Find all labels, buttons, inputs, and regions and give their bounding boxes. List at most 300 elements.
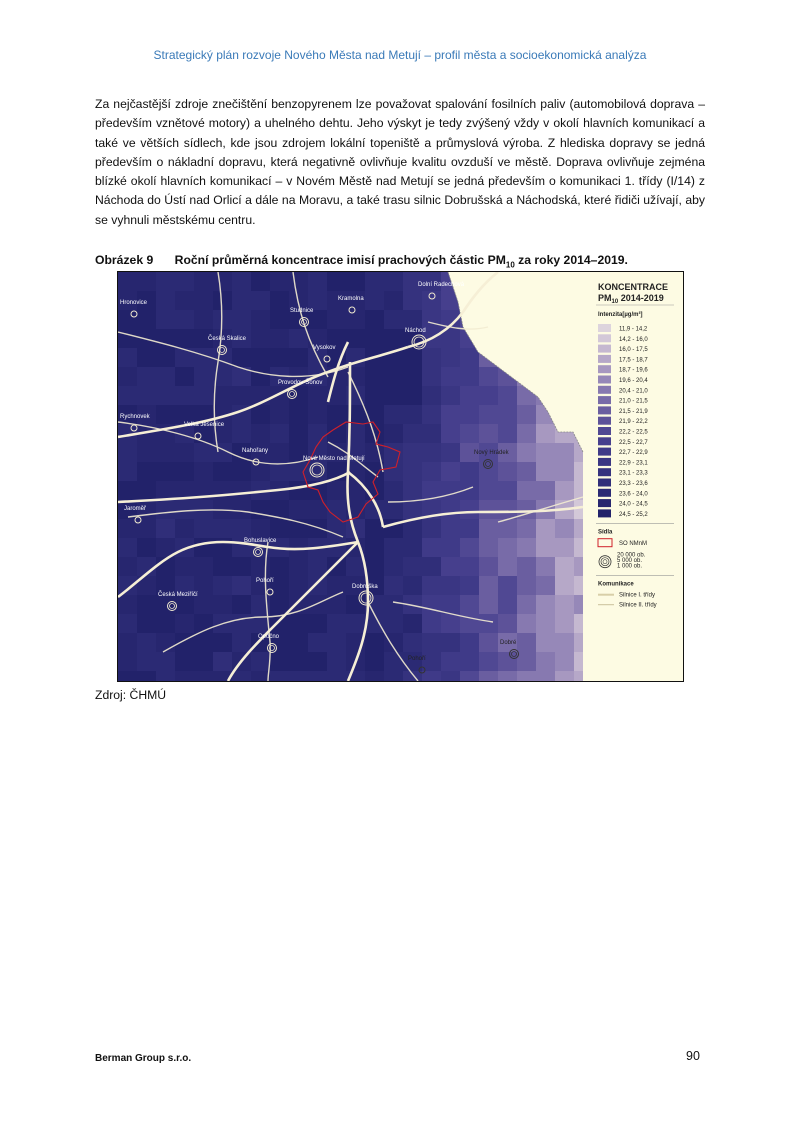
grid-cell (194, 291, 213, 310)
grid-cell (118, 329, 137, 348)
grid-cell (403, 481, 422, 500)
grid-cell (118, 367, 137, 386)
grid-cell (156, 633, 175, 652)
figure-label: Obrázek 9 (95, 253, 154, 267)
grid-cell (232, 386, 251, 405)
grid-cell (213, 595, 232, 614)
grid-cell (232, 481, 251, 500)
grid-cell (251, 310, 270, 329)
grid-cell (270, 595, 289, 614)
grid-cell (517, 424, 536, 443)
grid-cell (498, 652, 517, 671)
grid-cell (422, 557, 441, 576)
grid-cell (118, 272, 137, 291)
grid-cell (346, 310, 365, 329)
grid-cell (194, 367, 213, 386)
grid-cell (479, 595, 498, 614)
grid-cell (289, 557, 308, 576)
grid-cell (232, 500, 251, 519)
grid-cell (460, 519, 479, 538)
legend-swatch (598, 324, 611, 332)
grid-cell (270, 291, 289, 310)
grid-cell (118, 386, 137, 405)
figure-source: Zdroj: ČHMÚ (95, 688, 167, 702)
grid-cell (479, 633, 498, 652)
legend-swatch (598, 479, 611, 487)
grid-cell (175, 519, 194, 538)
grid-cell (213, 576, 232, 595)
town-label: Dobré (500, 640, 517, 646)
grid-cell (441, 671, 460, 681)
grid-cell (555, 595, 574, 614)
grid-cell (156, 348, 175, 367)
grid-cell (441, 481, 460, 500)
grid-cell (289, 500, 308, 519)
grid-cell (498, 462, 517, 481)
grid-cell (270, 348, 289, 367)
grid-cell (156, 272, 175, 291)
grid-cell (213, 291, 232, 310)
grid-cell (365, 633, 384, 652)
grid-cell (441, 386, 460, 405)
grid-cell (118, 557, 137, 576)
grid-cell (175, 386, 194, 405)
grid-cell (479, 500, 498, 519)
grid-cell (270, 310, 289, 329)
grid-cell (232, 576, 251, 595)
grid-cell (308, 519, 327, 538)
grid-cell (156, 519, 175, 538)
grid-cell (460, 367, 479, 386)
grid-cell (479, 538, 498, 557)
grid-cell (327, 481, 346, 500)
town-label: Studnice (290, 308, 314, 314)
grid-cell (555, 671, 574, 681)
grid-cell (441, 614, 460, 633)
grid-cell (384, 557, 403, 576)
grid-cell (479, 386, 498, 405)
grid-cell (536, 519, 555, 538)
caption-subscript: 10 (505, 260, 515, 270)
grid-cell (365, 272, 384, 291)
grid-cell (365, 671, 384, 681)
grid-cell (213, 310, 232, 329)
grid-cell (517, 557, 536, 576)
grid-cell (346, 329, 365, 348)
grid-cell (403, 405, 422, 424)
grid-cell (156, 462, 175, 481)
town-label: Pohoří (256, 578, 274, 584)
grid-cell (232, 462, 251, 481)
grid-cell (460, 652, 479, 671)
grid-cell (308, 405, 327, 424)
grid-cell (327, 671, 346, 681)
town-label: Jaroměř (124, 506, 147, 512)
legend-swatch (598, 427, 611, 435)
grid-cell (270, 671, 289, 681)
grid-cell (156, 405, 175, 424)
grid-cell (517, 538, 536, 557)
grid-cell (137, 367, 156, 386)
grid-cell (213, 386, 232, 405)
grid-cell (422, 538, 441, 557)
grid-cell (441, 367, 460, 386)
grid-cell (422, 405, 441, 424)
grid-cell (365, 291, 384, 310)
grid-cell (137, 348, 156, 367)
legend-roads-label: Komunikace (598, 581, 634, 588)
grid-cell (536, 671, 555, 681)
grid-cell (422, 348, 441, 367)
grid-cell (479, 576, 498, 595)
town-label: Nový Hrádek (474, 450, 509, 456)
grid-cell (384, 614, 403, 633)
grid-cell (327, 557, 346, 576)
town-label: Náchod (405, 328, 426, 334)
grid-cell (232, 519, 251, 538)
grid-cell (498, 500, 517, 519)
grid-cell (479, 614, 498, 633)
grid-cell (194, 633, 213, 652)
grid-cell (403, 424, 422, 443)
grid-cell (251, 652, 270, 671)
grid-cell (270, 329, 289, 348)
grid-cell (479, 462, 498, 481)
grid-cell (156, 481, 175, 500)
grid-cell (213, 272, 232, 291)
grid-cell (460, 348, 479, 367)
grid-cell (308, 652, 327, 671)
grid-cell (308, 557, 327, 576)
legend-pop-label: 5 000 ob. (617, 558, 643, 565)
grid-cell (232, 633, 251, 652)
grid-cell (213, 557, 232, 576)
legend-intensity-label: Intenzita[µg/m³] (598, 312, 643, 318)
grid-cell (156, 291, 175, 310)
grid-cell (289, 481, 308, 500)
grid-cell (517, 671, 536, 681)
grid-cell (270, 424, 289, 443)
legend-class-label: 16,0 - 17,5 (619, 347, 648, 354)
grid-cell (384, 405, 403, 424)
grid-cell (536, 462, 555, 481)
grid-cell (460, 595, 479, 614)
grid-cell (460, 386, 479, 405)
grid-cell (479, 424, 498, 443)
grid-cell (403, 348, 422, 367)
grid-cell (118, 614, 137, 633)
grid-cell (479, 519, 498, 538)
grid-cell (460, 633, 479, 652)
grid-cell (441, 443, 460, 462)
grid-cell (555, 519, 574, 538)
grid-cell (384, 462, 403, 481)
grid-cell (403, 443, 422, 462)
legend-class-label: 20,4 - 21,0 (619, 388, 648, 395)
grid-cell (232, 614, 251, 633)
grid-cell (175, 291, 194, 310)
grid-cell (175, 500, 194, 519)
grid-cell (403, 310, 422, 329)
legend-swatch (598, 376, 611, 384)
grid-cell (251, 424, 270, 443)
grid-cell (270, 652, 289, 671)
town-label: Hronovice (120, 300, 148, 306)
grid-cell (289, 614, 308, 633)
grid-cell (555, 614, 574, 633)
grid-cell (384, 671, 403, 681)
grid-cell (498, 481, 517, 500)
grid-cell (536, 576, 555, 595)
grid-cell (175, 310, 194, 329)
grid-cell (555, 462, 574, 481)
grid-cell (118, 519, 137, 538)
grid-cell (327, 614, 346, 633)
grid-cell (498, 386, 517, 405)
grid-cell (384, 595, 403, 614)
grid-cell (232, 557, 251, 576)
grid-cell (213, 519, 232, 538)
grid-cell (232, 595, 251, 614)
grid-cell (175, 614, 194, 633)
grid-cell (194, 386, 213, 405)
grid-cell (536, 481, 555, 500)
legend-swatch (598, 417, 611, 425)
grid-cell (289, 329, 308, 348)
grid-cell (460, 405, 479, 424)
grid-cell (441, 595, 460, 614)
grid-cell (479, 671, 498, 681)
grid-cell (517, 481, 536, 500)
legend-swatch (598, 396, 611, 404)
grid-cell (194, 462, 213, 481)
grid-cell (232, 424, 251, 443)
grid-cell (194, 443, 213, 462)
grid-cell (498, 614, 517, 633)
town-label: Provodov-Šonov (278, 380, 323, 386)
grid-cell (289, 633, 308, 652)
legend-title: KONCENTRACE (598, 282, 669, 292)
grid-cell (137, 614, 156, 633)
grid-cell (156, 671, 175, 681)
grid-cell (175, 443, 194, 462)
grid-cell (327, 633, 346, 652)
legend-swatch (598, 489, 611, 497)
legend-swatch (598, 365, 611, 373)
legend-class-label: 23,6 - 24,0 (619, 491, 648, 498)
grid-cell (327, 576, 346, 595)
grid-cell (118, 671, 137, 681)
grid-cell (403, 462, 422, 481)
grid-cell (327, 272, 346, 291)
grid-cell (232, 671, 251, 681)
grid-cell (194, 272, 213, 291)
grid-cell (118, 348, 137, 367)
grid-cell (403, 576, 422, 595)
grid-cell (175, 272, 194, 291)
body-paragraph: Za nejčastější zdroje znečištění benzopyrenem lze považovat spalování fosilních paliv (automobilová doprava – především vznětové motory) a uhelného dehtu. Jeho výskyt je tedy zvýšený vždy v okolí hlavních komunikací a také ve větších sídlech, kde jsou zdrojem lokální topeniště a průmyslová výroba. Z hlediska dopravy se jedná především o nákladní dopravu, která negativně ovlivňuje kvalitu ovzduší ve městě. Doprava ovlivňuje zejména blízké okolí hlavních komunikací – v Novém Městě nad Metují se jedná především o komunikaci 1. třídy (I/14) z Náchoda do Ústí nad Orlicí a dále na Moravu, a také trasu silnic Dobrušská a Náchodská, které řidiči užívají, aby se vyhnuli městskému centru. (95, 97, 705, 227)
grid-cell (422, 576, 441, 595)
grid-cell (365, 367, 384, 386)
grid-cell (308, 614, 327, 633)
town-label: Kramolna (338, 296, 364, 302)
grid-cell (479, 367, 498, 386)
grid-cell (308, 386, 327, 405)
grid-cell (175, 329, 194, 348)
grid-cell (156, 652, 175, 671)
grid-cell (118, 595, 137, 614)
grid-cell (422, 671, 441, 681)
grid-cell (156, 500, 175, 519)
grid-cell (460, 462, 479, 481)
figure-caption (95, 253, 715, 269)
grid-cell (232, 291, 251, 310)
grid-cell (422, 386, 441, 405)
town-label: Česká Skalice (208, 336, 247, 342)
legend-class-label: 24,0 - 24,5 (619, 501, 648, 508)
grid-cell (308, 576, 327, 595)
legend-class-label: 23,1 - 23,3 (619, 470, 648, 477)
grid-cell (536, 443, 555, 462)
grid-cell (137, 481, 156, 500)
grid-cell (175, 671, 194, 681)
grid-cell (422, 519, 441, 538)
grid-cell (365, 652, 384, 671)
grid-cell (517, 652, 536, 671)
grid-cell (118, 652, 137, 671)
grid-cell (536, 633, 555, 652)
grid-cell (384, 329, 403, 348)
grid-cell (498, 576, 517, 595)
grid-cell (403, 367, 422, 386)
grid-cell (384, 367, 403, 386)
grid-cell (498, 424, 517, 443)
grid-cell (137, 671, 156, 681)
grid-cell (536, 595, 555, 614)
legend-class-label: 18,7 - 19,6 (619, 367, 648, 374)
grid-cell (517, 519, 536, 538)
legend-class-label: 14,2 - 16,0 (619, 336, 648, 343)
grid-cell (479, 557, 498, 576)
legend-swatch (598, 334, 611, 342)
legend-swatch (598, 437, 611, 445)
legend-class-label: 21,5 - 21,9 (619, 408, 648, 415)
grid-cell (137, 652, 156, 671)
grid-cell (441, 576, 460, 595)
grid-cell (441, 652, 460, 671)
grid-cell (156, 386, 175, 405)
grid-cell (384, 310, 403, 329)
grid-cell (498, 405, 517, 424)
grid-cell (270, 443, 289, 462)
grid-cell (536, 557, 555, 576)
grid-cell (251, 348, 270, 367)
grid-cell (441, 500, 460, 519)
grid-cell (308, 595, 327, 614)
legend-class-label: 21,0 - 21,5 (619, 398, 648, 405)
grid-cell (270, 386, 289, 405)
legend-settlements-label: Sídla (598, 529, 613, 536)
grid-cell (270, 557, 289, 576)
grid-cell (289, 671, 308, 681)
grid-cell (422, 462, 441, 481)
legend-swatch (598, 386, 611, 394)
legend-road2-label: Silnice II. třídy (619, 602, 657, 609)
grid-cell (403, 633, 422, 652)
grid-cell (365, 557, 384, 576)
grid-cell (460, 671, 479, 681)
town-label: Vysokov (313, 345, 336, 351)
grid-cell (517, 443, 536, 462)
grid-cell (403, 671, 422, 681)
town-label: Rychnovek (120, 414, 150, 420)
grid-cell (346, 614, 365, 633)
town-label: Velká Jesenice (184, 422, 225, 428)
town-label: Opočno (258, 634, 280, 640)
grid-cell (175, 633, 194, 652)
grid-cell (441, 405, 460, 424)
grid-cell (441, 557, 460, 576)
grid-cell (137, 633, 156, 652)
grid-cell (422, 443, 441, 462)
grid-cell (555, 443, 574, 462)
legend-so-label: SO NMnM (619, 541, 648, 548)
grid-cell (346, 595, 365, 614)
town-label: Dobruška (352, 584, 378, 590)
grid-cell (194, 310, 213, 329)
legend-swatch (598, 499, 611, 507)
grid-cell (232, 348, 251, 367)
grid-cell (422, 367, 441, 386)
grid-cell (365, 329, 384, 348)
town-label: Bohuslavice (244, 538, 277, 544)
grid-cell (137, 310, 156, 329)
grid-cell (327, 405, 346, 424)
footer-company: Berman Group s.r.o. (95, 1053, 192, 1064)
grid-cell (460, 538, 479, 557)
grid-cell (498, 538, 517, 557)
grid-cell (137, 595, 156, 614)
grid-cell (384, 538, 403, 557)
grid-cell (365, 424, 384, 443)
grid-cell (251, 272, 270, 291)
grid-cell (555, 652, 574, 671)
grid-cell (441, 519, 460, 538)
grid-cell (384, 386, 403, 405)
grid-cell (441, 462, 460, 481)
legend-road1-label: Silnice I. třídy (619, 592, 656, 599)
grid-cell (422, 291, 441, 310)
grid-cell (118, 538, 137, 557)
grid-cell (270, 272, 289, 291)
grid-cell (441, 538, 460, 557)
grid-cell (137, 386, 156, 405)
grid-cell (175, 462, 194, 481)
grid-cell (156, 443, 175, 462)
grid-cell (118, 443, 137, 462)
legend-swatch (598, 406, 611, 414)
grid-cell (517, 576, 536, 595)
grid-cell (422, 633, 441, 652)
grid-cell (156, 367, 175, 386)
grid-cell (365, 386, 384, 405)
grid-cell (441, 633, 460, 652)
grid-cell (555, 557, 574, 576)
legend-subtitle: $PM_{10}$ 2014-2019 (598, 293, 664, 305)
grid-cell (289, 576, 308, 595)
grid-cell (308, 633, 327, 652)
grid-cell (536, 614, 555, 633)
